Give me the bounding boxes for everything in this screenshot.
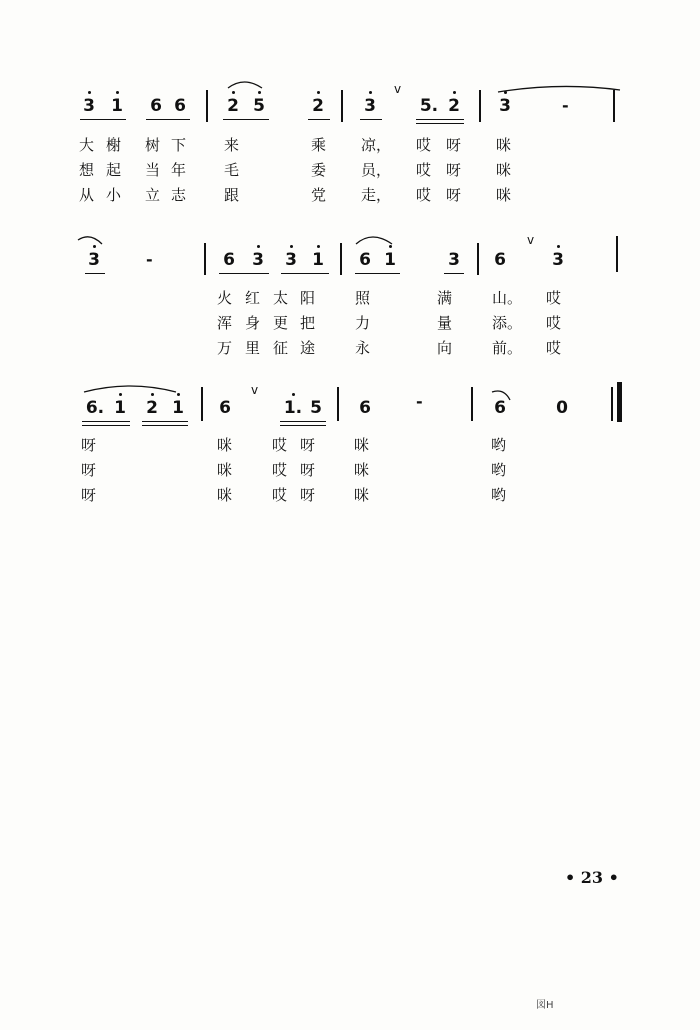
lyric: 哎 bbox=[416, 186, 432, 204]
note: 3 bbox=[550, 250, 566, 270]
lyric: 哎 bbox=[272, 461, 288, 479]
note: 1 bbox=[170, 398, 186, 418]
note: 2 bbox=[310, 96, 326, 116]
lyric: 更 bbox=[273, 314, 289, 332]
lyric: 呀 bbox=[81, 486, 97, 504]
lyric: 咪 bbox=[217, 486, 233, 504]
lyric: 满 bbox=[437, 289, 453, 307]
lyric: 征 bbox=[273, 339, 289, 357]
lyric: 量 bbox=[437, 314, 453, 332]
lyric: 员， bbox=[361, 161, 392, 179]
note: 6 bbox=[223, 250, 235, 270]
lyric: 把 bbox=[300, 314, 316, 332]
lyric: 呀 bbox=[81, 436, 97, 454]
lyric: 太 bbox=[273, 289, 289, 307]
note: 3 bbox=[497, 96, 513, 116]
lyric: 从 bbox=[79, 186, 95, 204]
lyric: 咪 bbox=[354, 436, 370, 454]
lyric: 立 bbox=[145, 186, 161, 204]
lyric: 火 bbox=[217, 289, 233, 307]
lyric: 呀 bbox=[446, 136, 462, 154]
lyric: 咪 bbox=[217, 436, 233, 454]
dash: - bbox=[562, 96, 569, 115]
lyric: 咪 bbox=[354, 461, 370, 479]
lyric: 山。 bbox=[492, 289, 523, 307]
lyric: 红 bbox=[245, 289, 261, 307]
lyric: 添。 bbox=[492, 314, 523, 332]
lyric: 哎 bbox=[546, 289, 562, 307]
lyric: 哎 bbox=[272, 436, 288, 454]
lyric: 呀 bbox=[81, 461, 97, 479]
lyric: 哎 bbox=[546, 339, 562, 357]
note: 1 bbox=[109, 96, 125, 116]
note: 3 bbox=[448, 250, 460, 270]
lyric: 榭 bbox=[106, 136, 122, 154]
lyric: 万 bbox=[217, 339, 233, 357]
lyric: 咪 bbox=[496, 136, 512, 154]
note: 6 bbox=[174, 96, 186, 116]
breath-mark: v bbox=[251, 383, 259, 397]
lyric: 志 bbox=[171, 186, 187, 204]
lyric: 呀 bbox=[300, 436, 316, 454]
lyric: 哟 bbox=[491, 436, 507, 454]
lyric: 向 bbox=[437, 339, 453, 357]
note: 6 bbox=[494, 398, 506, 418]
lyric: 咪 bbox=[217, 461, 233, 479]
lyric: 下 bbox=[171, 136, 187, 154]
note: 3 bbox=[362, 96, 378, 116]
note: 5 bbox=[310, 398, 322, 418]
note: 6. bbox=[85, 398, 105, 418]
lyric: 身 bbox=[245, 314, 261, 332]
lyric: 咪 bbox=[496, 186, 512, 204]
note: 6 bbox=[150, 96, 162, 116]
lyric: 永 bbox=[355, 339, 371, 357]
note: 5. bbox=[419, 96, 439, 116]
slur bbox=[228, 82, 262, 88]
page-number: • 23 • bbox=[565, 868, 619, 887]
note: 6 bbox=[359, 250, 371, 270]
tie bbox=[498, 86, 620, 92]
note: 2 bbox=[144, 398, 160, 418]
lyric: 党 bbox=[311, 186, 327, 204]
lyric: 前。 bbox=[492, 339, 523, 357]
note: 3 bbox=[86, 250, 102, 270]
lyric: 委 bbox=[311, 161, 327, 179]
lyric: 想 bbox=[79, 161, 95, 179]
note: 3 bbox=[81, 96, 97, 116]
lyric: 哎 bbox=[546, 314, 562, 332]
lyric: 哎 bbox=[416, 136, 432, 154]
note: 6 bbox=[359, 398, 371, 418]
note: 6 bbox=[219, 398, 231, 418]
dash: - bbox=[416, 392, 423, 411]
lyric: 呀 bbox=[446, 161, 462, 179]
note: 1 bbox=[382, 250, 398, 270]
note: 1 bbox=[112, 398, 128, 418]
lyric: 呀 bbox=[446, 186, 462, 204]
note: 1. bbox=[282, 398, 304, 418]
lyric: 力 bbox=[355, 314, 371, 332]
lyric: 途 bbox=[300, 339, 316, 357]
lyric: 照 bbox=[355, 289, 371, 307]
lyric: 呀 bbox=[300, 486, 316, 504]
slur bbox=[356, 237, 392, 244]
lyric: 哟 bbox=[491, 486, 507, 504]
lyric: 小 bbox=[106, 186, 122, 204]
lyric: 哎 bbox=[272, 486, 288, 504]
note: 2 bbox=[225, 96, 241, 116]
note: 0 bbox=[556, 398, 568, 418]
lyric: 哟 bbox=[491, 461, 507, 479]
note: 2 bbox=[446, 96, 462, 116]
tie-end bbox=[78, 237, 102, 244]
lyric: 里 bbox=[245, 339, 261, 357]
note: 5 bbox=[251, 96, 267, 116]
lyric: 乘 bbox=[311, 136, 327, 154]
lyric: 浑 bbox=[217, 314, 233, 332]
lyric: 当 bbox=[145, 161, 161, 179]
lyric: 来 bbox=[224, 136, 240, 154]
lyric: 阳 bbox=[300, 289, 316, 307]
lyric: 跟 bbox=[224, 186, 240, 204]
lyric: 年 bbox=[171, 161, 187, 179]
lyric: 咪 bbox=[496, 161, 512, 179]
lyric: 咪 bbox=[354, 486, 370, 504]
lyric: 树 bbox=[145, 136, 161, 154]
lyric: 走， bbox=[361, 186, 392, 204]
breath-mark: v bbox=[527, 233, 535, 247]
lyric: 毛 bbox=[224, 161, 240, 179]
lyric: 大 bbox=[79, 136, 95, 154]
breath-mark: v bbox=[394, 82, 402, 96]
slur bbox=[492, 391, 510, 400]
dash: - bbox=[146, 250, 153, 269]
corner-mark: 図H bbox=[536, 1000, 554, 1011]
lyric: 起 bbox=[106, 161, 122, 179]
note: 1 bbox=[310, 250, 326, 270]
lyric: 呀 bbox=[300, 461, 316, 479]
lyric: 凉， bbox=[361, 136, 392, 154]
slur bbox=[84, 386, 176, 392]
note: 6 bbox=[494, 250, 506, 270]
note: 3 bbox=[283, 250, 299, 270]
lyric: 哎 bbox=[416, 161, 432, 179]
note: 3 bbox=[250, 250, 266, 270]
